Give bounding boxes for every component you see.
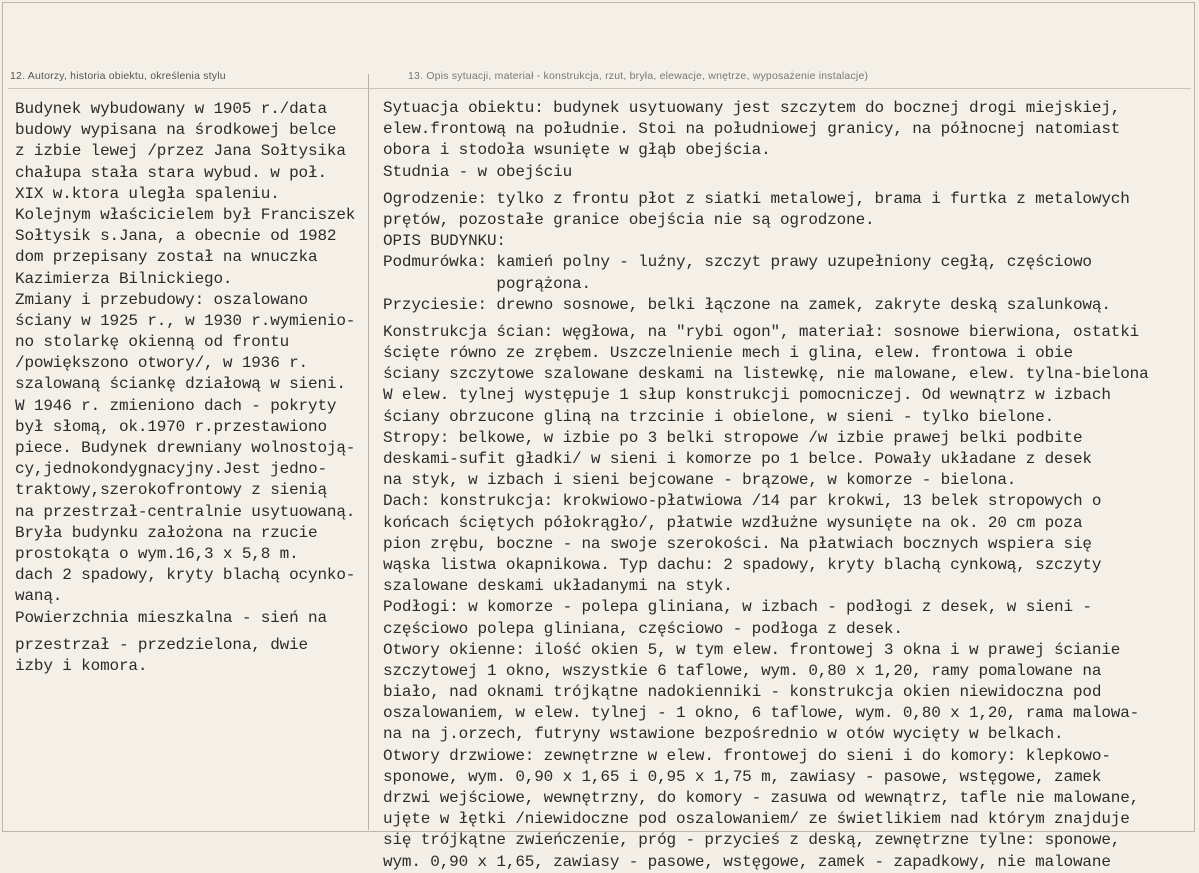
right-column-line: Sytuacja obiektu: budynek usytuowany jest szczytem do bocznej drogi miejskiej, xyxy=(383,99,1121,117)
right-column-line: ściany szczytowe szalowane deskami na listewkę, nie malowane, elew. tylna-bielona xyxy=(383,365,1149,384)
right-column-line: drzwi wejściowe, wewnętrzny, do komory - zasuwa od wewnątrz, tafle nie malowane, xyxy=(383,789,1140,807)
left-column-line: prostokąta o wym.16,3 x 5,8 m. xyxy=(15,544,299,563)
right-column-line: Przyciesie: drewno sosnowe, belki łączone na zamek, zakryte deską szalunkową. xyxy=(383,295,1111,314)
right-column-line: się trójkątne zwieńczenie, próg - przycieś z deską, zewnętrzne tylne: sponowe, xyxy=(383,831,1121,850)
right-column-line: Otwory drzwiowe: zewnętrzne w elew. frontowej do sieni i do komory: klepkowo- xyxy=(383,746,1111,765)
right-column-line: obora i stodoła wsunięte w głąb obejścia. xyxy=(383,141,771,160)
right-column-line: sponowe, wym. 0,90 x 1,65 i 0,95 x 1,75 m, zawiasy - pasowe, wstęgowe, zamek xyxy=(383,767,1102,786)
left-column-line: przestrzał - przedzielona, dwie xyxy=(15,635,308,654)
right-column-line: na na j.orzech, futryny wstawione bezpośrednio w otów wycięty w belkach. xyxy=(383,725,1064,744)
left-column-line: Powierzchnia mieszkalna - sień na xyxy=(15,608,327,627)
right-column-line: częściowo polepa gliniana, częściowo - podłoga z desek. xyxy=(383,619,903,638)
left-column-line: Bryła budynku założona na rzucie xyxy=(15,523,318,542)
left-column-line: XIX w.ktora uległa spaleniu. xyxy=(15,184,280,203)
left-column-line: dach 2 spadowy, kryty blachą ocynko- xyxy=(15,566,356,585)
left-column-line: z izbie lewej /przez Jana Sołtysika xyxy=(15,142,346,161)
left-column-line: szalowaną ściankę działową w sieni. xyxy=(15,375,346,394)
left-column-line: Sołtysik s.Jana, a obecnie od 1982 xyxy=(15,227,337,246)
right-column-line: pion zrębu, boczne - na swoje szerokości. Na płatwiach bocznych wspiera się xyxy=(383,534,1092,553)
history-column xyxy=(15,99,355,677)
left-column-line: izby i komora. xyxy=(15,656,148,675)
left-column-line: cy,jednokondygnacyjny.Jest jedno- xyxy=(15,460,327,479)
right-column-line: Studnia - w obejściu xyxy=(383,162,573,181)
left-column-line: na przestrzał-centralnie usytuowaną. xyxy=(15,502,356,521)
right-column-line: OPIS BUDYNKU: xyxy=(383,232,506,251)
right-column-line: W elew. tylnej występuje 1 słup konstrukcji pomocniczej. Od wewnątrz w izbach xyxy=(383,386,1111,405)
left-column-line: /powiększono otwory/, w 1936 r. xyxy=(15,354,308,373)
left-column-line: traktowy,szerokofrontowy z sienią xyxy=(15,481,327,500)
right-column-line: prętów, pozostałe granice obejścia nie są ogrodzone. xyxy=(383,210,875,229)
left-column-line: Zmiany i przebudowy: oszalowano xyxy=(15,290,308,309)
right-column-line: Ogrodzenie: tylko z frontu płot z siatki metalowej, brama i furtka z metalowych xyxy=(383,189,1130,208)
left-column-line: waną. xyxy=(15,587,63,606)
right-column-line: Dach: konstrukcja: krokwiowo-płatwiowa /14 par krokwi, 13 belek stropowych o xyxy=(383,492,1102,511)
right-column-line: Konstrukcja ścian: węgłowa, na "rybi ogon", materiał: sosnowe bierwiona, ostatki xyxy=(383,322,1140,341)
left-column-line: dom przepisany został na wnuczka xyxy=(15,248,318,267)
section-13-header: 13. Opis sytuacji, materiał - konstrukcja, rzut, bryła, elewacje, wnętrze, wyposażenie instalacje) xyxy=(408,70,869,82)
left-column-line: ściany w 1925 r., w 1930 r.wymienio- xyxy=(15,311,356,330)
right-column-line: na styk, w izbach i sieni bejcowane - brązowe, w komorze - bielona. xyxy=(383,471,1017,490)
right-column-line: ujęte w łętki /niewidoczne pod oszalowaniem/ ze świetlikiem nad którym znajduje xyxy=(383,810,1130,829)
column-divider xyxy=(368,74,369,830)
left-column-line: Budynek wybudowany w 1905 r./data xyxy=(15,100,327,118)
right-column-line: deskami-sufit gładki/ w sieni i komorze po 1 belce. Powały układane z desek xyxy=(383,450,1092,468)
right-column-line: oszalowaniem, w elew. tylnej - 1 okno, 6 taflowe, wym. 0,80 x 1,20, rama malowa- xyxy=(383,704,1140,723)
right-column-line: pogrążona. xyxy=(383,274,591,293)
left-column-line: no stolarkę okienną od frontu xyxy=(15,333,290,352)
left-column-line: był słomą, ok.1970 r.przestawiono xyxy=(15,417,327,436)
left-column-line: budowy wypisana na środkowej belce xyxy=(15,121,337,140)
right-column-line: Stropy: belkowe, w izbie po 3 belki stropowe /w izbie prawej belki podbite xyxy=(383,428,1083,447)
right-column-line: ściany obrzucone gliną na trzcinie i obielone, w sieni - tylko bielone. xyxy=(383,407,1055,426)
section-12-header: 12. Autorzy, historia obiektu, określenia stylu xyxy=(10,70,226,82)
right-column-line: elew.frontową na południe. Stoi na południowej granicy, na północnej natomiast xyxy=(383,120,1121,139)
right-column-line: szalowane deskami układanymi na styk. xyxy=(383,577,733,596)
right-column-line: biało, nad oknami trójkątne nadokienniki - konstrukcja okien niewidoczna pod xyxy=(383,683,1102,702)
right-column-line: wąska listwa okapnikowa. Typ dachu: 2 spadowy, kryty blachą cynkową, szczyty xyxy=(383,555,1102,574)
left-column-line: W 1946 r. zmieniono dach - pokryty xyxy=(15,396,337,415)
left-column-line: piece. Budynek drewniany wolnostoją- xyxy=(15,439,356,457)
right-column-line: Podłogi: w komorze - polepa gliniana, w izbach - podłogi z desek, w sieni - xyxy=(383,598,1092,617)
right-column-line: końcach ściętych półokrągło/, płatwie wzdłużne wysunięte na ok. 20 cm poza xyxy=(383,513,1083,532)
right-column-line: ścięte równo ze zrębem. Uszczelnienie mech i glina, elew. frontowa i obie xyxy=(383,344,1073,363)
left-column-line: Kazimierza Bilnickiego. xyxy=(15,269,233,288)
right-column-line: szczytowej 1 okno, wszystkie 6 taflowe, wym. 0,80 x 1,20, ramy pomalowane na xyxy=(383,661,1102,680)
left-column-line: Kolejnym właścicielem był Franciszek xyxy=(15,205,356,224)
left-column-line: chałupa stała stara wybud. w poł. xyxy=(15,163,327,182)
header-divider xyxy=(8,88,1191,89)
right-column-line: Otwory okienne: ilość okien 5, w tym elew. frontowej 3 okna i w prawej ścianie xyxy=(383,640,1121,659)
right-column-line: wym. 0,90 x 1,65, zawiasy - pasowe, wstęgowe, zamek - zapadkowy, nie malowane xyxy=(383,852,1111,871)
right-column-line: Podmurówka: kamień polny - luźny, szczyt prawy uzupełniony cegłą, częściowo xyxy=(383,253,1092,272)
description-column xyxy=(383,98,1149,873)
